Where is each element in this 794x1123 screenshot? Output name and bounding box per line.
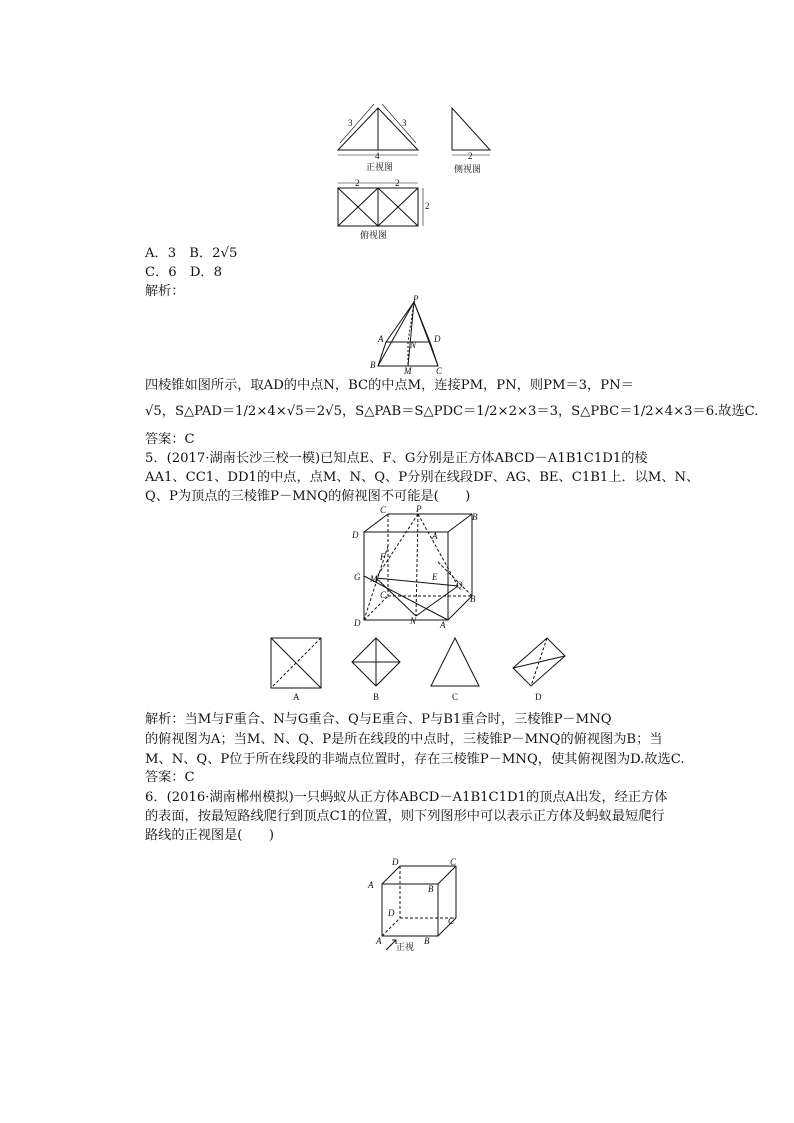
q5-opt-A: A bbox=[293, 692, 300, 702]
pyr-D: D bbox=[434, 334, 441, 344]
pyr-M: M bbox=[404, 366, 412, 376]
front-view bbox=[338, 104, 418, 155]
front-dim-bottom: 4 bbox=[375, 151, 380, 161]
q5-opt-C: C bbox=[452, 692, 459, 702]
q4-analysis-label: 解析： bbox=[145, 284, 185, 299]
cube-Q: Q bbox=[456, 580, 463, 590]
q4-solution-line2: √5，S△PAD＝1/2×4×√5＝2√5，S△PAB＝S△PDC＝1/2×2×3＝3，S△PBC＝1/2×4×3＝6.故选C. bbox=[145, 404, 759, 419]
c6-D1: D bbox=[392, 857, 399, 867]
pyramid-figure bbox=[370, 296, 460, 376]
q5-answer: 答案：C bbox=[145, 770, 195, 785]
cube-N: N bbox=[410, 616, 417, 626]
front-dim-right: 3 bbox=[402, 118, 407, 128]
pyr-A: A bbox=[378, 334, 384, 344]
top-dim-right: 2 bbox=[395, 178, 400, 188]
cube-figure bbox=[352, 506, 492, 630]
cube-G: G bbox=[354, 572, 361, 582]
cube6-figure bbox=[366, 854, 466, 952]
q5-line1: 5．(2017·湖南长沙三校一模)已知点E、F、G分别是正方体ABCD－A1B1C1D1的棱 bbox=[145, 451, 648, 466]
pyr-B: B bbox=[370, 360, 376, 370]
q5-analysis-line3: M、N、Q、P位于所在线段的非端点位置时，存在三棱锥P－MNQ，使其俯视图为D.故选C. bbox=[145, 752, 685, 767]
front-dim-left: 3 bbox=[348, 118, 353, 128]
c6-C: C bbox=[448, 916, 455, 926]
top-view bbox=[338, 183, 423, 226]
pyr-P: P bbox=[413, 294, 419, 304]
side-view bbox=[452, 108, 490, 155]
pyr-C: C bbox=[436, 366, 443, 376]
cube-A: A bbox=[440, 620, 446, 630]
cube-B: B bbox=[470, 594, 476, 604]
q5-analysis-line2: 的俯视图为A；当M、N、Q、P是所在线段的中点时，三棱锥P－MNQ的俯视图为B；当 bbox=[145, 732, 663, 747]
c6-view-label: 正视 bbox=[396, 942, 415, 952]
q5-analysis-line1: 解析：当M与F重合、N与G重合、Q与E重合、P与B1重合时，三棱锥P－MNQ bbox=[145, 712, 612, 727]
cube-C: C bbox=[380, 590, 387, 600]
q4-solution-line1: 四棱锥如图所示，取AD的中点N，BC的中点M，连接PM，PN，则PM＝3，PN＝ bbox=[145, 378, 634, 393]
side-view-label: 侧视图 bbox=[454, 164, 482, 174]
c6-A: A bbox=[376, 936, 382, 946]
top-view-label: 俯视图 bbox=[360, 230, 388, 240]
cube-D1: D bbox=[352, 530, 359, 540]
cube-B1: B bbox=[472, 512, 478, 522]
cube-E: E bbox=[432, 572, 438, 582]
c6-A1: A bbox=[368, 880, 374, 890]
c6-D: D bbox=[388, 908, 395, 918]
c6-C1: C bbox=[450, 857, 457, 867]
front-view-label: 正视图 bbox=[366, 162, 394, 172]
three-view-figure bbox=[330, 98, 500, 243]
top-dim-side: 2 bbox=[425, 201, 430, 211]
top-dim-left: 2 bbox=[355, 178, 360, 188]
c6-B1: B bbox=[428, 884, 434, 894]
cube-P: P bbox=[416, 504, 422, 514]
q5-option-figures bbox=[265, 634, 575, 709]
cube-C1: C bbox=[380, 505, 387, 515]
cube-A1: A bbox=[432, 531, 438, 541]
side-dim-bottom: 2 bbox=[468, 151, 473, 161]
cube-F: F bbox=[380, 552, 386, 562]
q5-opt-D: D bbox=[535, 692, 542, 702]
q6-line3: 路线的正视图是( ) bbox=[145, 828, 274, 843]
q4-options-row2: C．6 D．8 bbox=[145, 265, 223, 280]
q5-opt-B: B bbox=[373, 692, 380, 702]
q5-line2: AA1、CC1、DD1的中点，点M、N、Q、P分别在线段DF、AG、BE、C1B1上．以M、N、 bbox=[145, 470, 700, 485]
q5-line3: Q、P为顶点的三棱锥P－MNQ的俯视图不可能是( ) bbox=[145, 489, 471, 504]
q4-options-row1: A．3 B．2√5 bbox=[145, 246, 238, 261]
cube-M: M bbox=[370, 574, 378, 584]
q4-answer: 答案：C bbox=[145, 432, 195, 447]
cube-D: D bbox=[354, 618, 361, 628]
q6-line2: 的表面，按最短路线爬行到顶点C1的位置，则下列图形中可以表示正方体及蚂蚁最短爬行 bbox=[145, 809, 665, 824]
q6-line1: 6．(2016·湖南郴州模拟)一只蚂蚁从正方体ABCD－A1B1C1D1的顶点A出发，经正方体 bbox=[145, 790, 668, 805]
pyr-N: N bbox=[410, 340, 417, 350]
c6-B: B bbox=[424, 936, 430, 946]
